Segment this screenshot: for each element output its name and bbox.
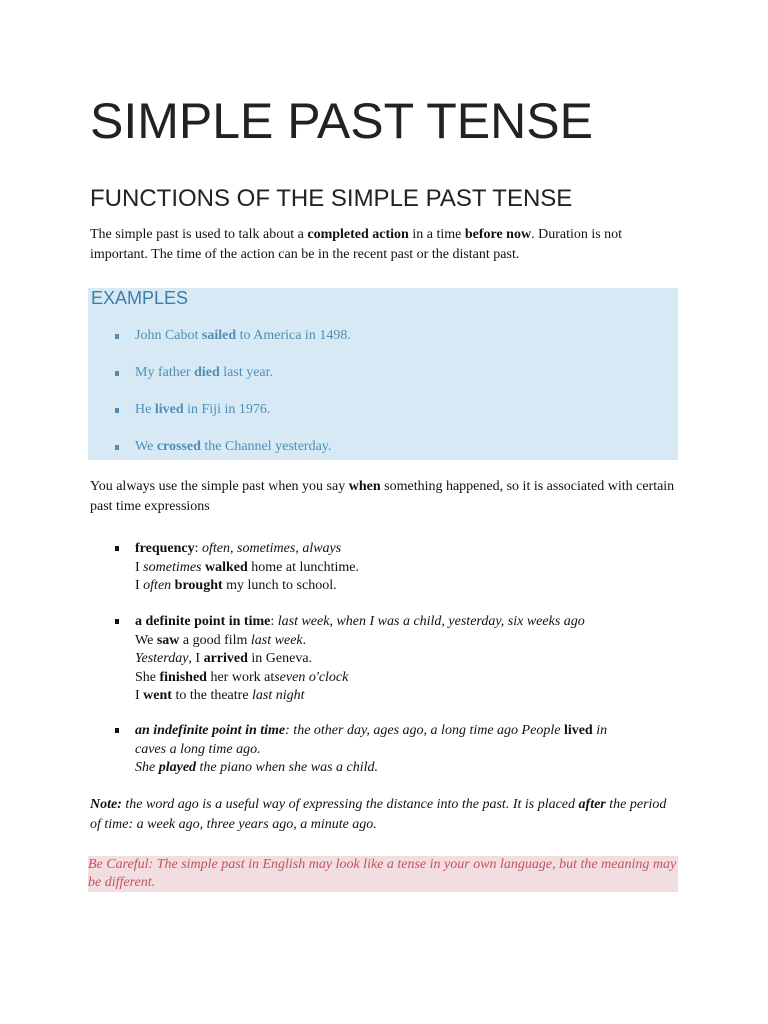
text-segment: finished bbox=[159, 669, 207, 685]
bullet-frequency bbox=[135, 540, 359, 596]
text-segment: I bbox=[135, 559, 140, 575]
text-segment: an indefinite point in time bbox=[135, 723, 286, 738]
text-segment: her work at bbox=[206, 669, 275, 685]
text-segment: You always use the simple past when you say bbox=[90, 479, 349, 494]
text-segment: saw bbox=[156, 632, 180, 648]
when-paragraph bbox=[90, 477, 680, 517]
text-segment: , I bbox=[188, 651, 204, 666]
text-segment: often, sometimes, always bbox=[202, 541, 342, 556]
text-segment: : bbox=[194, 541, 203, 556]
example-item bbox=[135, 402, 270, 418]
text-segment: in Geneva. She bbox=[135, 651, 313, 685]
text-segment: last night bbox=[252, 688, 305, 703]
text-segment: Yesterday bbox=[135, 651, 189, 666]
text-segment: crossed bbox=[156, 439, 201, 454]
careful-box bbox=[88, 856, 678, 892]
text-segment: home at lunchtime. I bbox=[135, 559, 359, 593]
text-segment: He bbox=[135, 402, 155, 417]
text-segment: went bbox=[143, 688, 172, 703]
text-segment: completed action bbox=[307, 227, 409, 242]
text-segment: after bbox=[578, 797, 606, 812]
text-segment: to the theatre bbox=[171, 688, 253, 703]
text-segment: the Channel yesterday. bbox=[200, 439, 332, 454]
text-segment: the period of time: a week ago, three years ago, a minute ago. bbox=[90, 797, 667, 832]
text-segment: seven o'clock bbox=[274, 669, 349, 685]
bullet-definite-time bbox=[135, 613, 585, 706]
bullet-indefinite-time bbox=[135, 722, 655, 778]
text-segment: My father bbox=[135, 365, 195, 380]
text-segment: the piano when she was a child. bbox=[196, 760, 379, 775]
text-segment: when bbox=[348, 479, 381, 494]
text-segment: The simple past is used to talk about a bbox=[90, 227, 308, 242]
example-item bbox=[135, 328, 351, 344]
text-segment: John Cabot bbox=[135, 328, 202, 343]
text-segment: lived bbox=[563, 723, 593, 738]
text-segment: in a time bbox=[408, 227, 465, 242]
text-segment: . bbox=[302, 632, 307, 648]
example-item bbox=[135, 365, 273, 381]
text-segment: : bbox=[270, 614, 278, 629]
text-segment: a definite point in time bbox=[135, 614, 271, 629]
text-segment: walked bbox=[205, 559, 248, 575]
careful-text: Be Careful: The simple past in English may look like a tense in your own language, but the meaning may be different. bbox=[88, 857, 677, 890]
text-segment: before now bbox=[464, 227, 532, 242]
text-segment: brought bbox=[174, 578, 223, 593]
text-segment: my lunch to school. bbox=[222, 578, 337, 593]
text-segment: I bbox=[135, 688, 140, 703]
examples-heading: EXAMPLES bbox=[91, 288, 189, 308]
text-segment: to America in 1498. bbox=[236, 328, 351, 343]
text-segment: in caves a long time ago. She bbox=[135, 723, 608, 775]
intro-paragraph bbox=[90, 225, 680, 265]
text-segment: in Fiji in 1976. bbox=[183, 402, 271, 417]
text-segment: We bbox=[135, 439, 157, 454]
text-segment: last week, when I was a child, yesterday, six weeks ago bbox=[277, 614, 585, 629]
text-segment: We bbox=[135, 632, 154, 648]
text-segment: died bbox=[194, 365, 220, 380]
page-title: SIMPLE PAST TENSE bbox=[90, 93, 593, 149]
section-heading: FUNCTIONS OF THE SIMPLE PAST TENSE bbox=[90, 185, 573, 212]
text-segment: sailed bbox=[201, 328, 237, 343]
examples-box bbox=[88, 288, 678, 460]
text-segment: arrived bbox=[203, 651, 248, 666]
example-item bbox=[135, 439, 331, 455]
text-segment: : the other day, ages ago, a long time ago People bbox=[285, 723, 564, 738]
text-segment: lived bbox=[154, 402, 184, 417]
text-segment: frequency bbox=[135, 541, 195, 556]
text-segment: the word ago is a useful way of expressing the distance into the past. It is placed bbox=[121, 797, 579, 812]
text-segment: Note: bbox=[90, 797, 122, 812]
text-segment: a good film bbox=[179, 632, 251, 648]
text-segment: . Duration is not important. The time of the action can be in the recent past or the distant past. bbox=[90, 227, 623, 262]
text-segment: played bbox=[158, 760, 197, 775]
text-segment: sometimes bbox=[143, 559, 202, 575]
text-segment: last year. bbox=[219, 365, 274, 380]
text-segment: something happened, so it is associated with certain past time expressions bbox=[90, 479, 675, 514]
note-paragraph bbox=[90, 795, 680, 835]
text-segment: last week bbox=[250, 632, 303, 648]
text-segment: often bbox=[143, 578, 172, 593]
